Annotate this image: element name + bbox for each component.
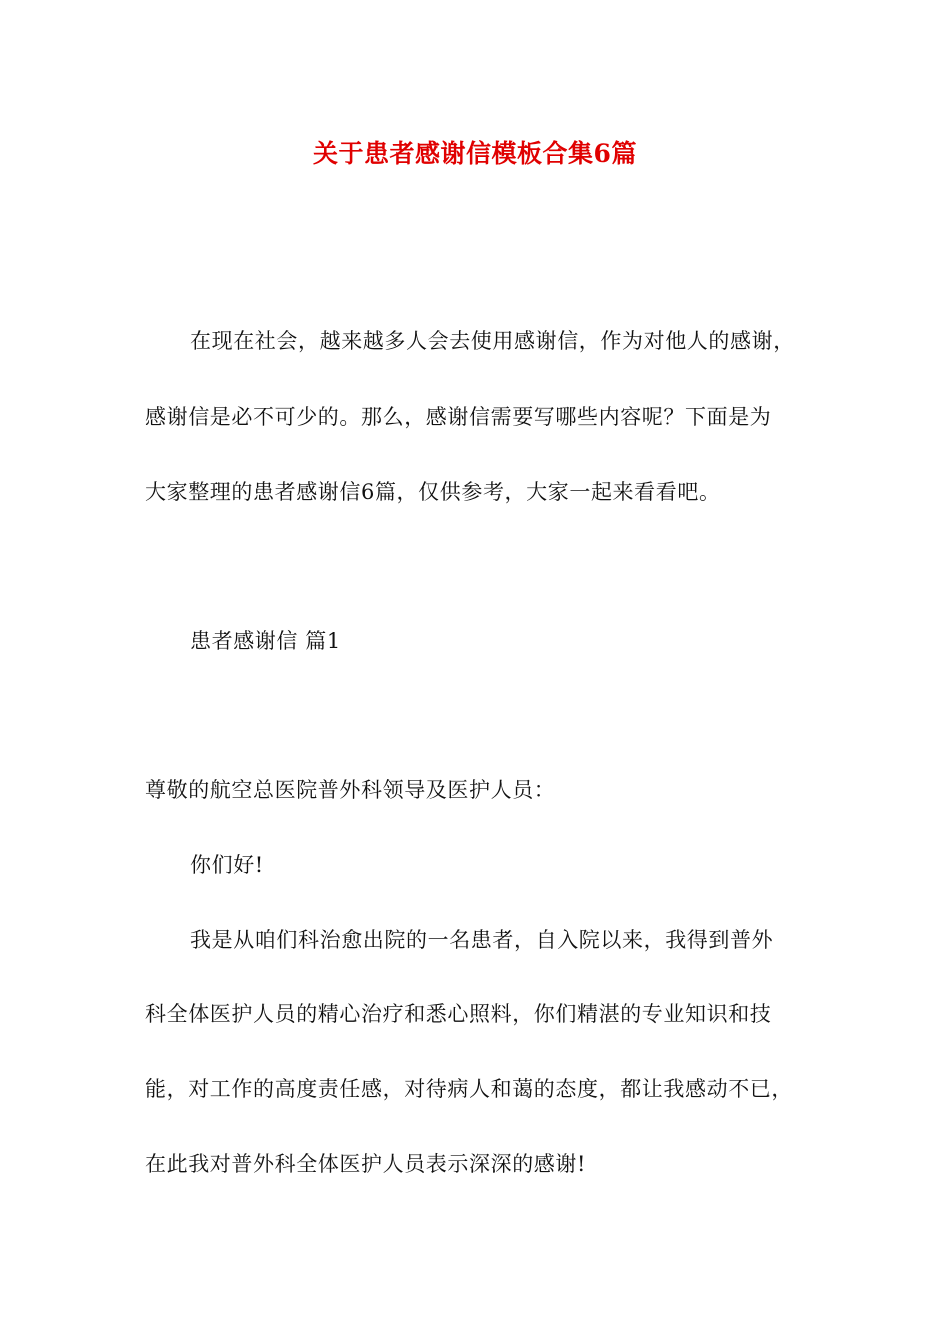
body-line-3: 能，对工作的高度责任感，对待病人和蔼的态度，都让我感动不已， bbox=[145, 1077, 793, 1101]
body-line-2: 科全体医护人员的精心治疗和悉心照料，你们精湛的专业知识和技 bbox=[145, 1002, 772, 1026]
section-heading: 患者感谢信 篇1 bbox=[190, 629, 341, 653]
greeting: 你们好! bbox=[190, 853, 264, 877]
intro-line-3: 大家整理的患者感谢信6篇，仅供参考，大家一起来看看吧。 bbox=[145, 480, 721, 504]
intro-line-1: 在现在社会，越来越多人会去使用感谢信，作为对他人的感谢， bbox=[190, 329, 795, 353]
document-title: 关于患者感谢信模板合集6篇 bbox=[313, 139, 637, 168]
intro-line-2: 感谢信是必不可少的。那么，感谢信需要写哪些内容呢？下面是为 bbox=[145, 405, 772, 429]
salutation: 尊敬的航空总医院普外科领导及医护人员： bbox=[145, 778, 556, 802]
body-line-1: 我是从咱们科治愈出院的一名患者，自入院以来，我得到普外 bbox=[190, 928, 774, 952]
body-line-4: 在此我对普外科全体医护人员表示深深的感谢! bbox=[145, 1152, 587, 1176]
